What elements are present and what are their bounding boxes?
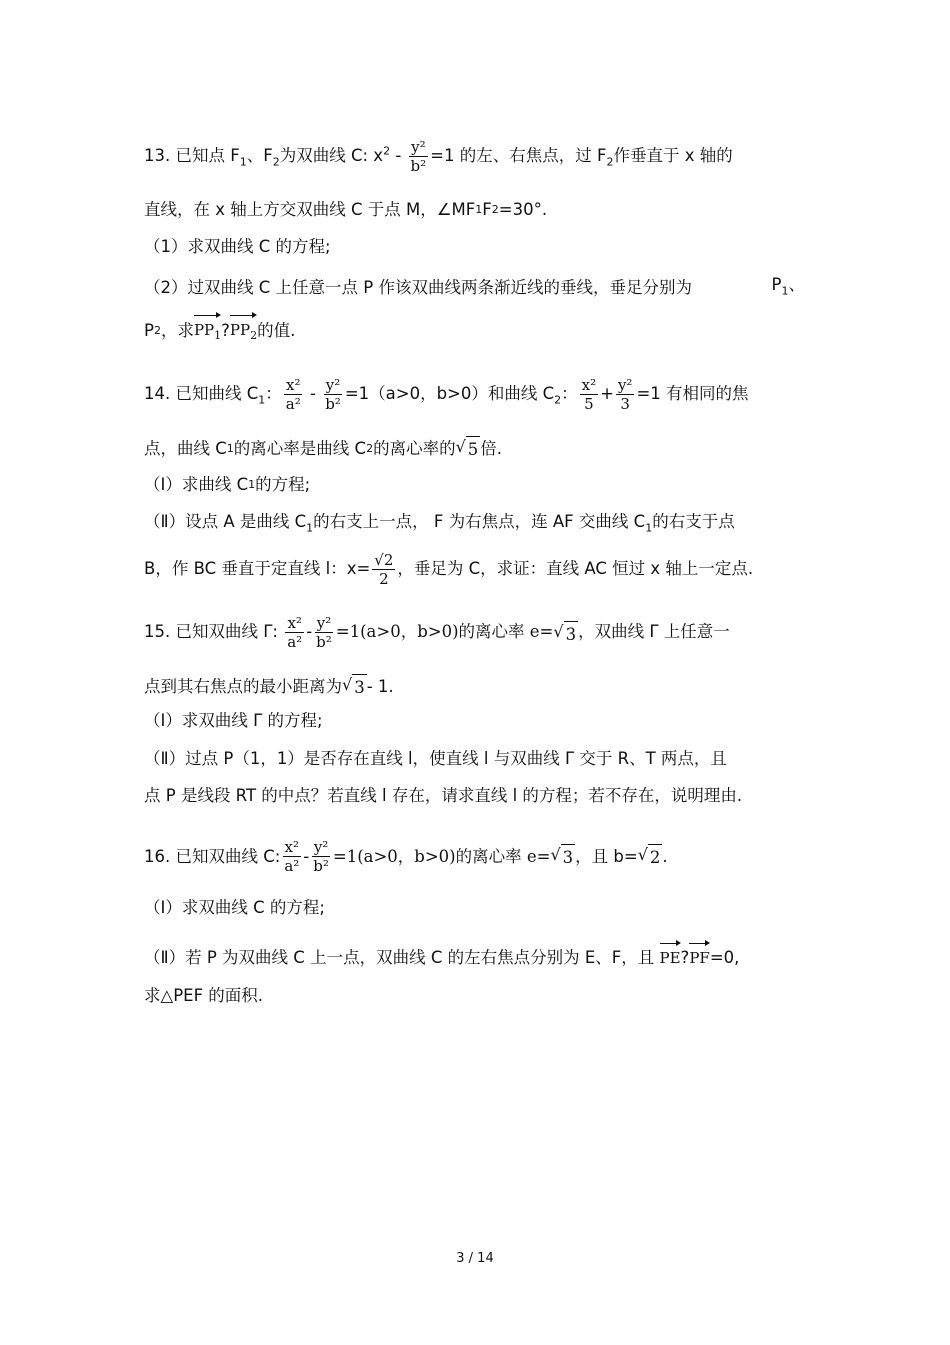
vector-pf <box>689 940 710 971</box>
denominator: 5 <box>584 395 594 413</box>
radicand: 3 <box>564 621 579 648</box>
subscript: 1 <box>781 284 789 298</box>
text: 、F <box>246 146 273 165</box>
text: PP <box>193 321 215 339</box>
fraction <box>282 838 301 875</box>
radical-sign: √ <box>455 437 466 456</box>
radical-sign: √ <box>342 675 353 694</box>
denominator: b² <box>316 633 332 651</box>
radicand: 3 <box>352 674 367 701</box>
radical-sign: √ <box>550 845 561 864</box>
text: 的离心率的 <box>373 438 456 458</box>
text: . <box>662 846 668 866</box>
denominator: a² <box>285 395 301 413</box>
subscript: 1 <box>475 203 483 216</box>
subscript: 1 <box>645 521 653 535</box>
text: ，垂足为 C，求证：直线 AC 恒过 x 轴上一定点. <box>397 559 754 578</box>
q13-line-2 <box>144 197 805 223</box>
fraction <box>314 614 334 651</box>
text: 16. 已知双曲线 C: <box>144 846 281 866</box>
denominator: b² <box>410 157 427 175</box>
text: PP <box>229 321 251 339</box>
numerator: y² <box>313 838 329 856</box>
numerator: y² <box>617 376 633 394</box>
subscript: 1 <box>258 393 266 407</box>
vector-pe <box>660 940 681 971</box>
numerator: y² <box>325 376 341 394</box>
text: - <box>304 384 322 403</box>
denominator: 3 <box>620 395 630 413</box>
text: - <box>390 146 407 165</box>
text: P <box>771 275 782 294</box>
q16-line-3 <box>144 940 805 971</box>
fraction <box>372 551 395 588</box>
subscript: 2 <box>606 155 614 169</box>
numerator: y² <box>411 138 426 156</box>
text: 的值. <box>257 320 296 340</box>
text: 点到其右焦点的最小距离为 <box>144 676 342 696</box>
fraction <box>285 614 304 651</box>
q14-line-1 <box>144 376 805 413</box>
text: 点，曲线 C <box>144 438 227 458</box>
page-number: 3 / 14 <box>456 1251 494 1266</box>
q15-line-4 <box>144 746 805 772</box>
fraction <box>323 376 343 413</box>
text: =1(a>0，b>0)的离心率 e= <box>332 846 551 866</box>
q13-line-1 <box>144 138 805 175</box>
subscript: 2 <box>272 155 280 169</box>
subscript: 2 <box>250 329 258 342</box>
q15-line-3 <box>144 708 805 734</box>
text: 为双曲线 C: x <box>279 146 384 165</box>
superscript: 2 <box>383 144 391 158</box>
text: B，作 BC 垂直于定直线 l：x= <box>144 559 371 578</box>
square-root <box>553 619 578 648</box>
q14-line-2 <box>144 434 805 463</box>
text: - <box>303 846 310 866</box>
text: 的离心率是曲线 C <box>233 438 367 458</box>
q16-line-1 <box>144 838 805 875</box>
q13-line-4 <box>144 272 805 304</box>
vector-pp1 <box>194 312 221 349</box>
q14-line-4 <box>144 509 805 541</box>
text: 直线，在 x 轴上方交双曲线 C 于点 M，∠MF <box>144 200 476 219</box>
text: （Ⅰ）求双曲线 C 的方程; <box>144 898 325 917</box>
subscript: 1 <box>248 478 256 491</box>
text: F <box>482 200 492 219</box>
square-root <box>550 842 575 871</box>
fraction <box>616 376 635 413</box>
q13-line-3 <box>144 234 805 260</box>
subscript: 2 <box>366 441 374 455</box>
fraction <box>409 138 429 175</box>
radical-sign: √ <box>553 622 564 641</box>
text: =1(a>0，b>0)的离心率 e= <box>335 622 554 641</box>
text-group <box>772 272 805 304</box>
square-root <box>638 842 663 871</box>
text: ： <box>561 384 578 403</box>
text: （1）求双曲线 C 的方程; <box>144 237 331 256</box>
text: 的右支于点 <box>652 512 735 531</box>
text: - 1. <box>366 676 394 696</box>
subscript: 1 <box>239 155 247 169</box>
text: =1 有相同的焦 <box>636 384 749 403</box>
text: ： <box>265 384 282 403</box>
numerator: x² <box>581 376 597 394</box>
denominator: b² <box>325 395 341 413</box>
text: PE <box>659 949 681 967</box>
text: （Ⅱ）过点 P（1，1）是否存在直线 l，使直线 l 与双曲线 Γ 交于 R、T 两点，且 <box>144 749 727 768</box>
text: 作垂直于 x 轴的 <box>613 146 733 165</box>
numerator: x² <box>287 614 302 632</box>
radicand: 5 <box>466 436 481 463</box>
text: ? <box>680 948 690 967</box>
text: ? <box>221 320 230 340</box>
text: （Ⅱ）若 P 为双曲线 C 上一点，双曲线 C 的左右焦点分别为 E、F，且 <box>144 948 660 967</box>
subscript: 1 <box>214 329 222 342</box>
q13-line-5 <box>144 312 805 349</box>
radicand: 2 <box>648 844 663 871</box>
square-root <box>342 672 367 701</box>
text: PF <box>689 949 710 967</box>
text: （Ⅱ）设点 A 是曲线 C <box>144 512 307 531</box>
radicand: 3 <box>561 844 576 871</box>
text: （Ⅰ）求双曲线 Γ 的方程; <box>144 711 323 730</box>
subscript: 2 <box>491 203 499 216</box>
q15-line-2 <box>144 672 805 701</box>
text: 求△PEF 的面积. <box>144 986 264 1005</box>
q16-line-4 <box>144 983 805 1009</box>
q16-line-2 <box>144 895 805 921</box>
text: （2）过双曲线 C 上任意一点 P 作该双曲线两条渐近线的垂线，垂足分别为 <box>144 278 692 298</box>
denominator: a² <box>287 633 303 651</box>
text: =0, <box>709 948 740 967</box>
subscript: 2 <box>153 323 161 337</box>
text: =30°. <box>498 200 548 219</box>
text: 、 <box>788 275 805 294</box>
text: （Ⅰ）求曲线 C <box>144 475 249 494</box>
text: 13. 已知点 F <box>144 146 240 165</box>
text: 14. 已知曲线 C <box>144 384 259 403</box>
q14-line-5 <box>144 551 805 588</box>
text: 的方程; <box>255 475 311 494</box>
denominator: b² <box>313 857 329 875</box>
vector-pp2 <box>230 312 257 349</box>
numerator: √2 <box>374 551 394 569</box>
square-root <box>456 434 481 463</box>
numerator: y² <box>316 614 332 632</box>
numerator: x² <box>286 376 301 394</box>
q14-line-3 <box>144 472 805 498</box>
text: 15. 已知双曲线 Γ: <box>144 622 284 641</box>
text: + <box>600 384 614 403</box>
q15-line-1 <box>144 614 805 651</box>
fraction <box>580 376 598 413</box>
text: 倍. <box>480 438 503 458</box>
text: ，双曲线 Γ 上任意一 <box>578 622 730 641</box>
q15-line-5 <box>144 783 805 809</box>
text: ，且 b= <box>575 846 638 866</box>
text: ，求 <box>160 320 194 340</box>
text: 的右支上一点， F 为右焦点，连 AF 交曲线 C <box>313 512 646 531</box>
text: =1（a>0，b>0）和曲线 C <box>344 384 555 403</box>
numerator: x² <box>284 838 300 856</box>
subscript: 2 <box>554 393 562 407</box>
denominator: 2 <box>379 570 389 588</box>
text: P <box>144 320 154 340</box>
text: - <box>306 622 313 641</box>
subscript: 1 <box>306 521 314 535</box>
denominator: a² <box>284 857 300 875</box>
fraction <box>311 838 331 875</box>
text: =1 的左、右焦点，过 F <box>430 146 607 165</box>
text: 点 P 是线段 RT 的中点？若直线 l 存在，请求直线 l 的方程；若不存在，说明理由. <box>144 786 743 805</box>
fraction <box>284 376 303 413</box>
radical-sign: √ <box>637 845 648 864</box>
subscript: 1 <box>226 441 234 455</box>
